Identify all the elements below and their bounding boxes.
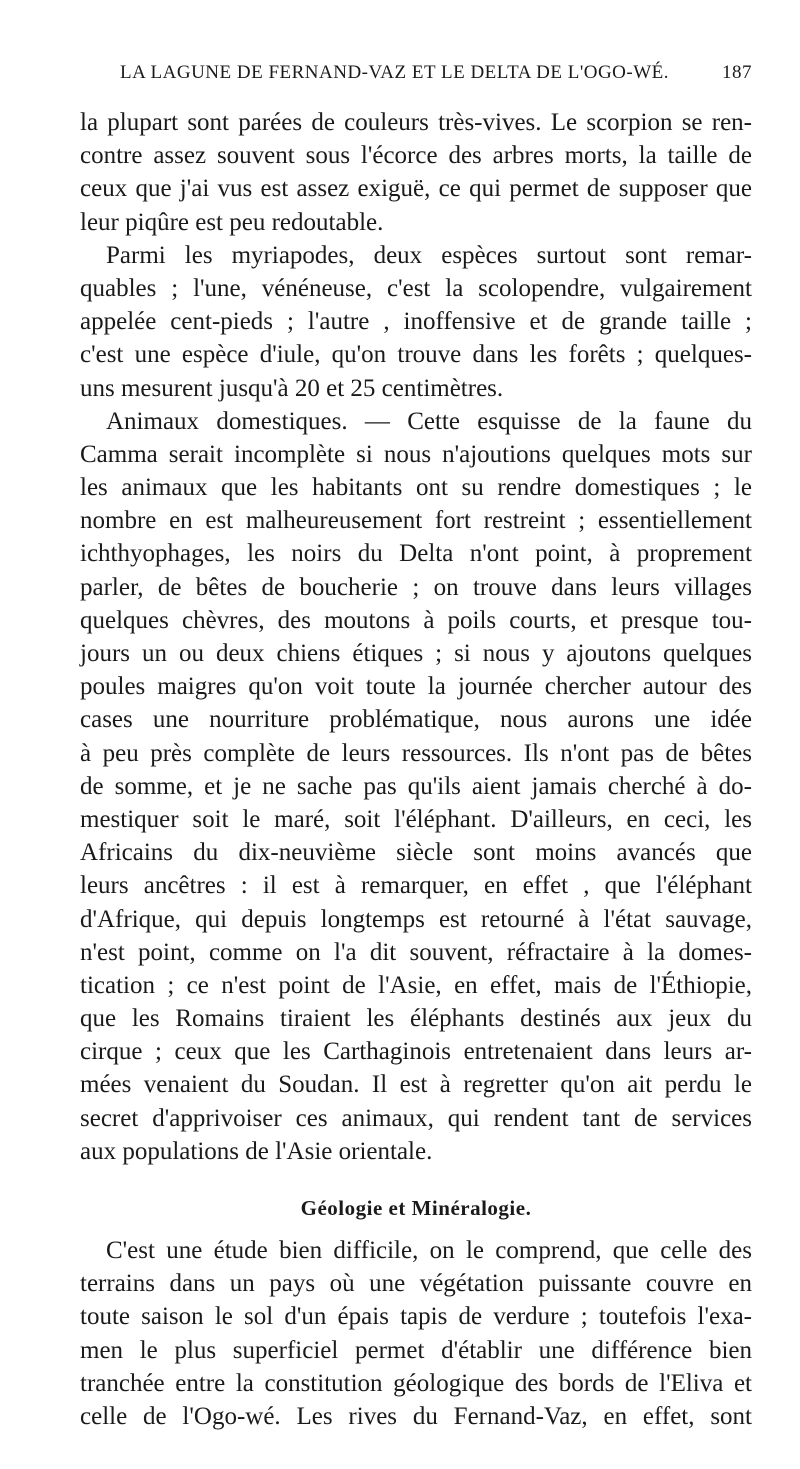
text-line: toute saison le sol d'un épais tapis de verdure ; toutefois l'exa- (80, 1303, 752, 1331)
book-page (80, 62, 752, 1433)
text-line: d'Afrique, qui depuis longtemps est retourné à l'état sauvage, (80, 905, 752, 933)
text-line: C'est une étude bien difficile, on le comprend, que celle des (106, 1237, 752, 1264)
running-head (120, 62, 752, 92)
paragraph-scorpion (80, 106, 752, 239)
text-line: n'est point, comme on l'a dit souvent, réfractaire à la domes- (80, 938, 752, 966)
text-line: nombre en est malheureusement fort restreint ; essentiellement (80, 507, 752, 535)
text-line: Parmi les myriapodes, deux espèces surtout sont remar- (106, 241, 752, 269)
text-line: que les Romains tiraient les éléphants destinés aux jeux du (80, 1005, 752, 1033)
text-line: c'est une espèce d'iule, qu'on trouve dans les forêts ; quelques- (80, 341, 752, 369)
text-line: contre assez souvent sous l'écorce des arbres morts, la taille de (80, 142, 752, 170)
text-line: jours un ou deux chiens étiques ; si nous y ajoutons quelques (80, 640, 752, 667)
text-line: terrains dans un pays où une végétation puissante couvre en (80, 1270, 752, 1298)
text-line: ceux que j'ai vus est assez exiguë, ce qui permet de supposer que (80, 175, 752, 203)
text-line: uns mesurent jusqu'à 20 et 25 centimètres. (80, 374, 504, 402)
text-line: tranchée entre la constitution géologique des bords de l'Eliva et (80, 1369, 752, 1397)
paragraph-myriapodes (80, 239, 752, 405)
paragraph-animaux-domestiques (80, 405, 752, 1168)
text-line: tication ; ce n'est point de l'Asie, en effet, mais de l'Éthiopie, (80, 971, 752, 999)
text-line: Camma serait incomplète si nous n'ajoutions quelques mots sur (80, 440, 752, 468)
section-heading: Géologie et Minéralogie. (300, 1196, 532, 1220)
text-line: mestiquer soit le maré, soit l'éléphant. D'ailleurs, en ceci, les (80, 805, 752, 833)
text-line: leurs ancêtres : il est à remarquer, en effet , que l'éléphant (80, 872, 752, 900)
paragraph-geologie (80, 1234, 752, 1433)
text-line: à peu près complète de leurs ressources. Ils n'ont pas de bêtes (80, 739, 752, 767)
text-line: parler, de bêtes de boucherie ; on trouve dans leurs villages (80, 573, 752, 601)
text-line: aux populations de l'Asie orientale. (80, 1137, 433, 1165)
text-line: ichthyophages, les noirs du Delta n'ont point, à proprement (80, 540, 752, 568)
text-line: Africains du dix-neuvième siècle sont moins avancés que (80, 839, 752, 867)
text-line: cases une nourriture problématique, nous aurons une idée (80, 706, 752, 734)
text-line: celle de l'Ogo-wé. Les rives du Fernand-Vaz, en effet, sont (80, 1402, 752, 1430)
page-number: 187 (722, 62, 752, 83)
text-line: secret d'apprivoiser ces animaux, qui rendent tant de services (80, 1104, 752, 1132)
text-line: de somme, et je ne sache pas qu'ils aient jamais cherché à do- (80, 772, 752, 800)
text-line: quelques chèvres, des moutons à poils courts, et presque tou- (80, 606, 752, 634)
text-line: quables ; l'une, vénéneuse, c'est la scolopendre, vulgairement (80, 274, 752, 302)
text-line: appelée cent-pieds ; l'autre , inoffensive et de grande taille ; (80, 308, 752, 336)
running-head-title: LA LAGUNE DE FERNAND-VAZ ET LE DELTA DE L'OGO-WÉ. (120, 62, 670, 83)
text-line: la plupart sont parées de couleurs très-vives. Le scorpion se ren- (80, 109, 752, 136)
text-line: les animaux que les habitants ont su rendre domestiques ; le (80, 474, 752, 502)
text-line: mées venaient du Soudan. Il est à regretter qu'on ait perdu le (80, 1071, 752, 1099)
text-line: Animaux domestiques. — Cette esquisse de la faune du (106, 407, 752, 435)
text-line: poules maigres qu'on voit toute la journée chercher autour des (80, 673, 752, 701)
text-line: leur piqûre est peu redoutable. (80, 208, 384, 236)
text-line: cirque ; ceux que les Carthaginois entretenaient dans leurs ar- (80, 1038, 752, 1066)
text-line: men le plus superficiel permet d'établir une différence bien (80, 1336, 752, 1364)
